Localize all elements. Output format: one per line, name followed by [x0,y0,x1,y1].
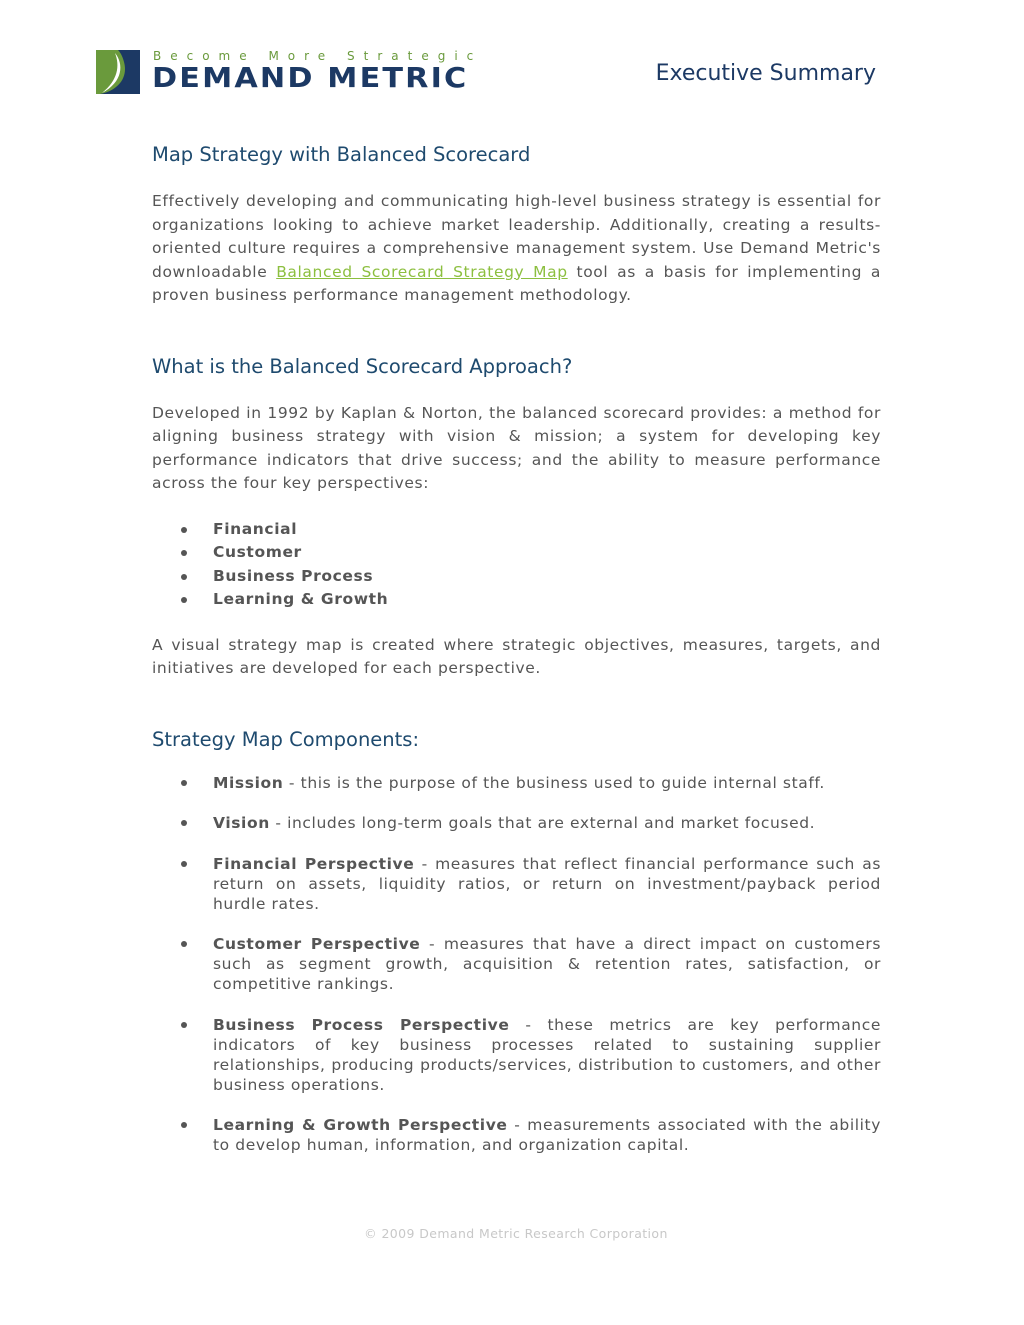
list-item [152,1115,881,1155]
list-item [152,854,881,914]
bullet-icon [181,1122,187,1128]
bullet-icon [181,574,187,580]
component-description: - measurements associated with the ability to develop human, information, and organization capital. [213,1116,881,1154]
list-item [152,934,881,994]
list-item [152,773,881,793]
component-description: - measures that reflect financial performance such as return on assets, liquidity ratios, or return on investment/payback period hurdle rates. [213,854,881,913]
bullet-icon [181,527,187,533]
intro-text: Effectively developing and communicating high-level business strategy is essential for organizations looking to achieve market leadership. Additionally, creating a results-oriented culture requires a comprehensive management system. Use Demand Metric's downloadable [152,192,881,281]
component-term: Financial Perspective [213,854,415,873]
perspectives-list [152,518,881,612]
list-item [152,565,881,589]
document-type-title: Executive Summary [655,61,876,86]
page-header [0,0,1024,110]
component-term: Customer Perspective [213,935,421,953]
list-item [152,518,881,542]
component-term: Mission [213,773,284,792]
components-list [152,773,881,1156]
list-item [152,588,881,612]
list-item [152,813,881,833]
intro-paragraph [152,190,881,308]
balanced-scorecard-link[interactable]: Balanced Scorecard Strategy Map [276,262,568,281]
logo-tagline: Become More Strategic [153,49,483,63]
approach-paragraph: Developed in 1992 by Kaplan & Norton, the balanced scorecard provides: a method for aligning business strategy with vision & mission; a system for developing key performance indicators that drive success; and the ability to measure performance across the four key perspectives: [152,403,881,492]
component-term: Learning & Growth Perspective [213,1116,508,1134]
perspective-label: Financial [213,519,298,538]
section-heading-map-strategy: Map Strategy with Balanced Scorecard [152,143,531,166]
logo-mark-icon [96,50,140,94]
strategy-map-paragraph: A visual strategy map is created where strategic objectives, measures, targets, and initiatives are developed for each perspective. [152,635,881,677]
bullet-icon [181,941,187,947]
intro-text-end: tool as a basis for implementing a proven business performance management methodology. [152,262,881,304]
component-description: - measures that have a direct impact on customers such as segment growth, acquisition & retention rates, satisfaction, or competitive rankings. [213,935,881,993]
bullet-icon [181,780,187,786]
section-heading-components: Strategy Map Components: [152,727,420,751]
bullet-icon [181,861,187,867]
list-item [152,1015,881,1095]
bullet-icon [181,597,187,603]
perspective-label: Business Process [213,566,374,585]
bullet-icon [181,550,187,556]
component-description: - this is the purpose of the business used to guide internal staff. [283,773,825,792]
component-description: - includes long-term goals that are external and market focused. [269,814,816,832]
document-body [152,142,881,1176]
perspective-label: Learning & Growth [213,590,389,608]
bullet-icon [181,820,187,826]
component-term: Vision [213,814,270,832]
section-heading-approach: What is the Balanced Scorecard Approach? [152,354,573,378]
bullet-icon [181,1022,187,1028]
logo-name: DEMAND METRIC [152,61,469,94]
perspective-label: Customer [213,543,302,561]
component-description: - these metrics are key performance indicators of key business processes related to sustaining supplier relationships, producing products/services, distribution to customers, and other business operations. [213,1015,881,1094]
component-term: Business Process Perspective [213,1015,510,1034]
list-item [152,541,881,565]
copyright-footer: © 2009 Demand Metric Research Corporation [364,1226,668,1241]
demand-metric-logo [96,48,492,96]
